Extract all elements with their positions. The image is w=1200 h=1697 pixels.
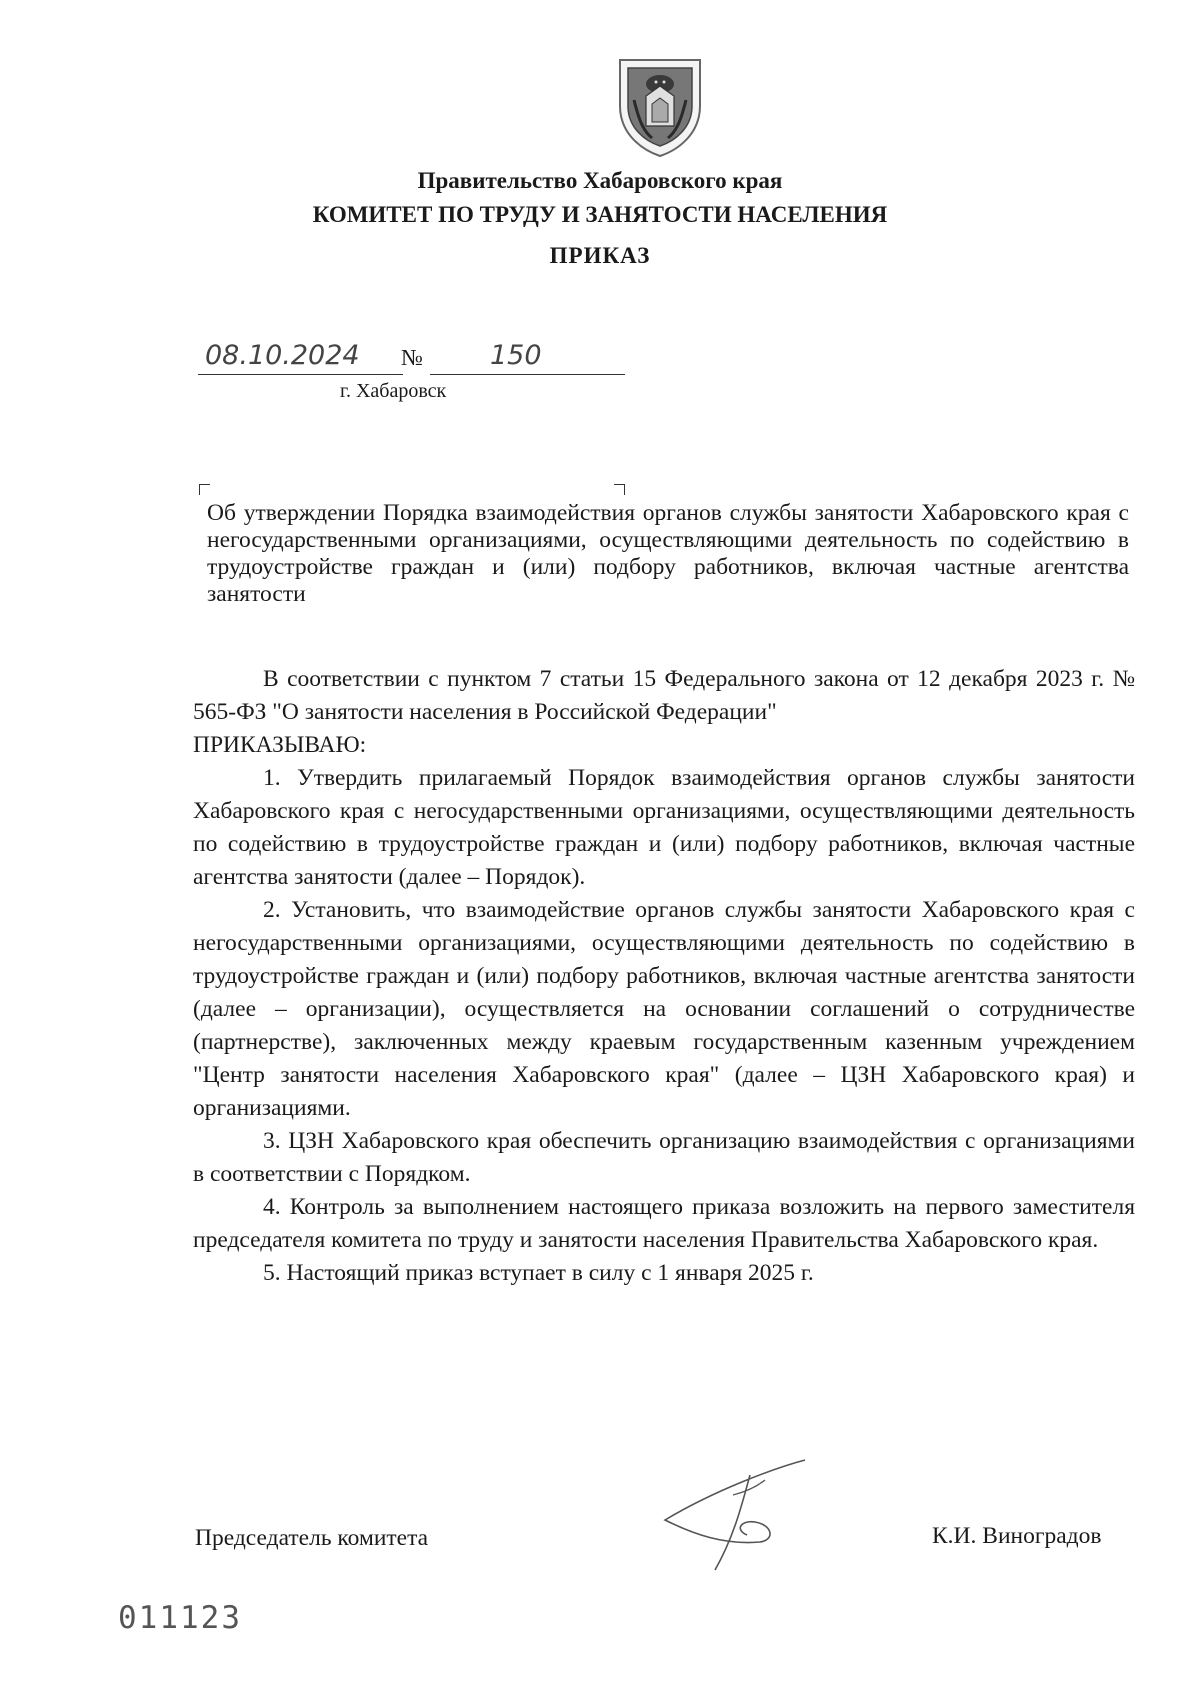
organization-committee: КОМИТЕТ ПО ТРУДУ И ЗАНЯТОСТИ НАСЕЛЕНИЯ bbox=[312, 202, 888, 227]
preamble-paragraph: В соответствии с пунктом 7 статьи 15 Федерального закона от 12 декабря 2023 г. № 565-ФЗ "О занятости населения в Российской Федерации" bbox=[193, 666, 1135, 725]
document-date: 08.10.2024 bbox=[205, 340, 360, 371]
signatory-title: Председатель комитета bbox=[195, 1525, 429, 1551]
document-type: ПРИКАЗ bbox=[549, 243, 651, 268]
signatory-name: К.И. Виноградов bbox=[932, 1523, 1102, 1549]
subject-corner-left bbox=[199, 484, 210, 495]
order-item: 2. Установить, что взаимодействие органов службы занятости Хабаровского края с негосударственными организациями, осуществляющими деятельность по содействию в трудоустройстве граждан и (или) подбору работников, включая частные агентства занятости (далее – организации), осуществляется на основании соглашений о сотрудничестве (партнерстве), заключенных между краевым государственным казенным учреждением "Центр занятости населения Хабаровского края" (далее – ЦЗН Хабаровского края) и организациями. bbox=[193, 897, 1135, 1121]
order-item: 5. Настоящий приказ вступает в силу с 1 января 2025 г. bbox=[263, 1260, 814, 1286]
number-label: № bbox=[401, 345, 423, 370]
organization-government: Правительство Хабаровского края bbox=[417, 168, 783, 193]
coat-of-arms-icon bbox=[612, 56, 708, 158]
order-word: ПРИКАЗЫВАЮ: bbox=[193, 732, 367, 758]
number-underline bbox=[430, 374, 625, 375]
handwritten-signature bbox=[655, 1450, 825, 1580]
subject-corner-right bbox=[614, 484, 625, 495]
document-body bbox=[193, 663, 1135, 1290]
document-number: 150 bbox=[490, 340, 542, 371]
order-item: 3. ЦЗН Хабаровского края обеспечить организацию взаимодействия с организациями в соответствии с Порядком. bbox=[193, 1128, 1135, 1187]
document-code: 011123 bbox=[118, 1600, 242, 1636]
date-underline bbox=[198, 374, 403, 375]
order-item: 4. Контроль за выполнением настоящего приказа возложить на первого заместителя председателя комитета по труду и занятости населения Правительства Хабаровского края. bbox=[193, 1194, 1135, 1253]
document-city: г. Хабаровск bbox=[340, 380, 447, 402]
document-subject: Об утверждении Порядка взаимодействия органов службы занятости Хабаровского края с негосударственными организациями, осуществляющими деятельность по содействию в трудоустройстве граждан и (или) подбору работников, включая частные агентства занятости bbox=[207, 500, 1129, 607]
order-item: 1. Утвердить прилагаемый Порядок взаимодействия органов службы занятости Хабаровского края с негосударственными организациями, осуществляющими деятельность по содействию в трудоустройстве граждан и (или) подбору работников, включая частные агентства занятости (далее – Порядок). bbox=[193, 765, 1135, 890]
